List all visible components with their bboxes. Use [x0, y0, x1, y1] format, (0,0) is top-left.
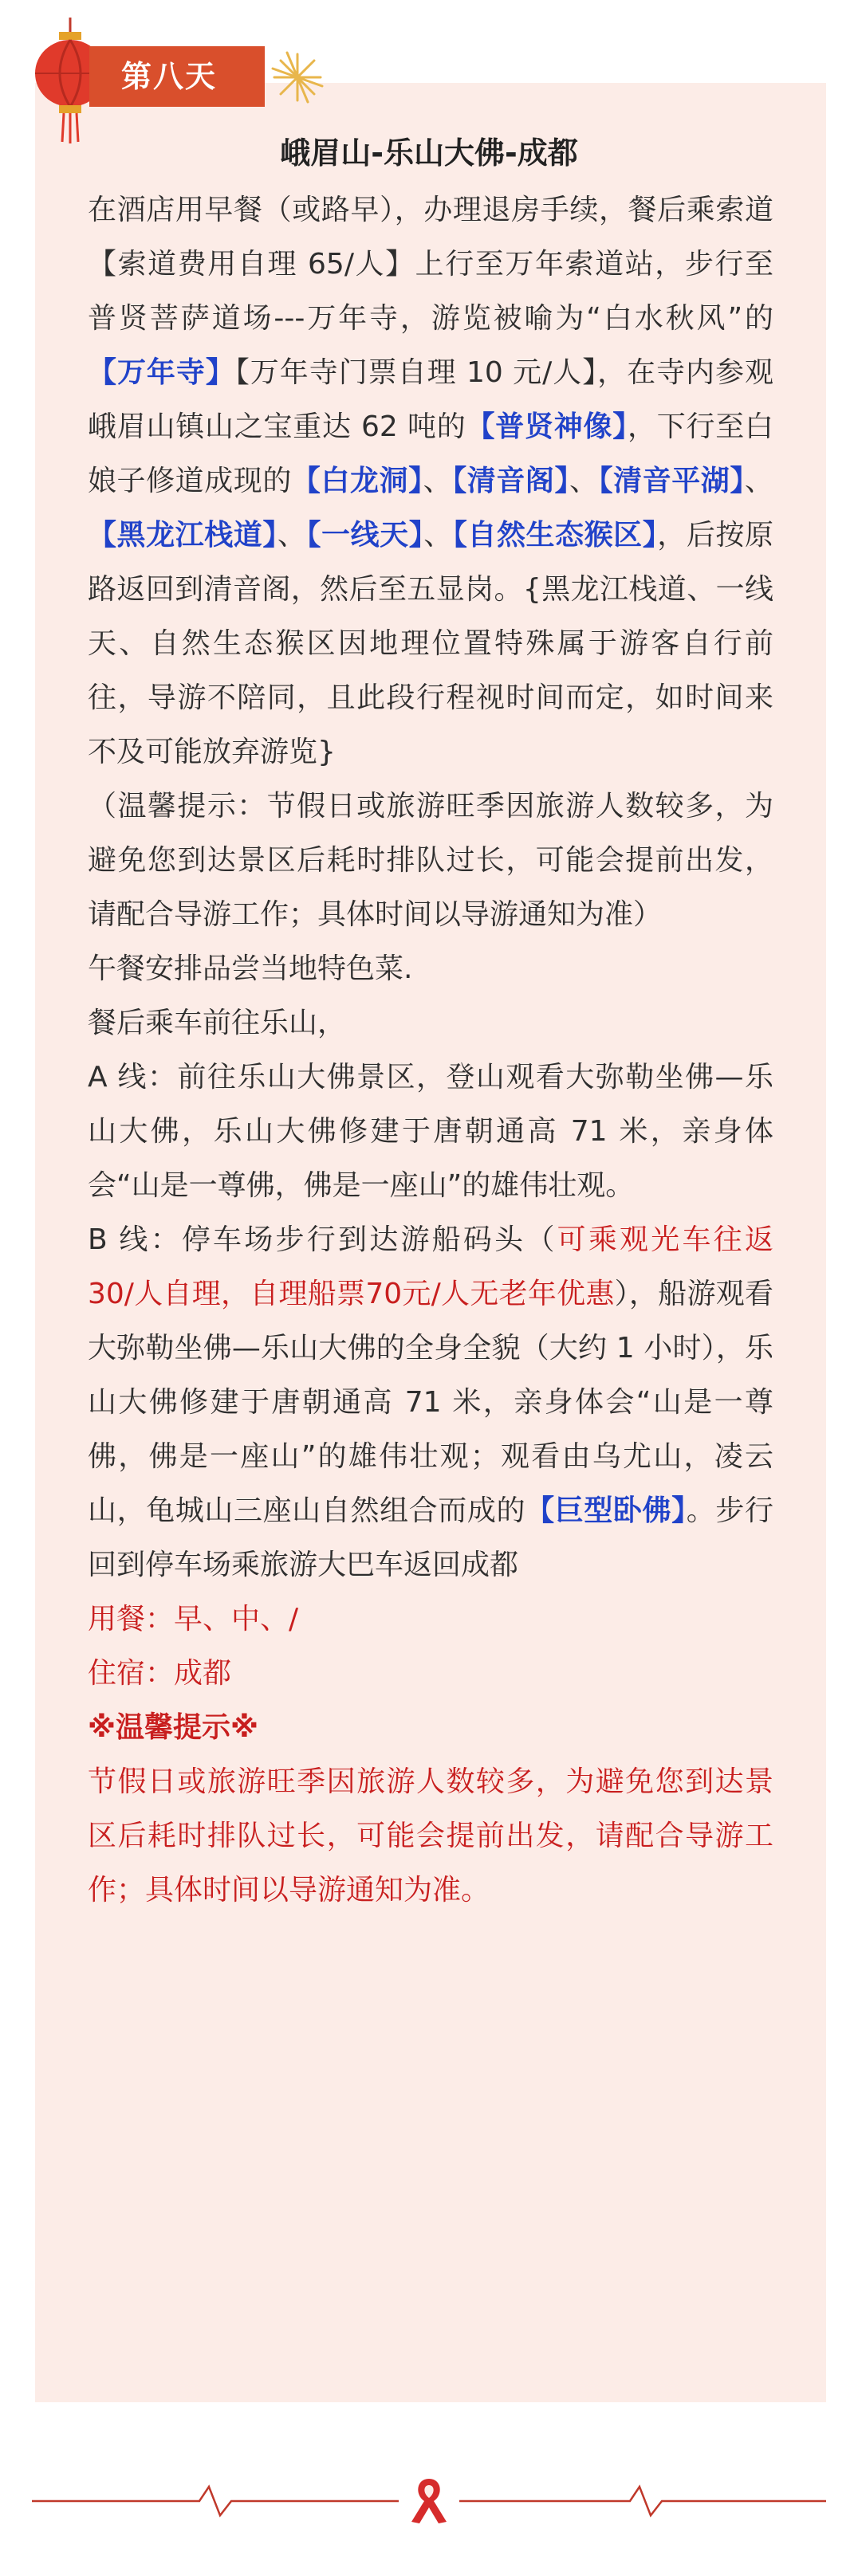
highlighted-attraction: 【黑龙江栈道】	[88, 519, 277, 552]
text-run: ，下行至白娘子修道成现的	[88, 410, 773, 497]
text-run: 、	[569, 465, 599, 497]
highlighted-attraction: 【普贤神像】	[466, 410, 628, 443]
lodging-info: 住宿：成都	[88, 1657, 232, 1690]
text-run: 【万年寺门票自理 10 元/人】，在寺内参观峨眉山镇山之宝重达 62 吨的	[88, 356, 773, 443]
route-title: 峨眉山-乐山大佛-成都	[280, 135, 578, 171]
sparkle-icon	[270, 49, 325, 105]
route-a-description: A 线：前往乐山大佛景区，登山观看大弥勒坐佛—乐山大佛，乐山大佛修建于唐朝通高 71 米，亲身体会“山是一尊佛，佛是一座山”的雄伟壮观。	[88, 1061, 773, 1202]
fee-note: 可乘观光车往返 30/人自理，自理船票70元/人无老年优惠	[88, 1223, 773, 1310]
text-run: 、	[423, 465, 453, 497]
highlighted-attraction: 【一线天】	[306, 519, 424, 552]
route-b-description	[88, 1213, 773, 1592]
footer-divider	[0, 2471, 858, 2527]
text-run: 、	[744, 465, 773, 497]
morning-itinerary	[88, 183, 773, 779]
highlighted-attraction: 【万年寺】	[88, 356, 235, 389]
lunch-note: 午餐安排品尝当地特色菜.	[88, 952, 413, 985]
highlighted-attraction: 【巨型卧佛】	[525, 1494, 687, 1527]
text-run: 、	[277, 519, 307, 552]
highlighted-attraction: 【自然生态猴区】	[452, 519, 658, 552]
text-run: B 线：停车场步行到达游船码头（	[88, 1223, 557, 1256]
text-run: ，后按原路返回到清音阁，然后至五显岗。{黑龙江栈道、一线天、自然生态猴区因地理位置特殊属于游客自行前往，导游不陪同，且此段行程视时间而定，如时间来不及可能放弃游览}	[88, 519, 773, 768]
itinerary-content	[88, 183, 773, 1918]
highlighted-attraction: 【白龙洞】	[291, 465, 423, 497]
text-run: ），船游观看大弥勒坐佛—乐山大佛的全身全貌（大约 1 小时），乐山大佛修建于唐朝通高 71 米，亲身体会“山是一尊佛，佛是一座山”的雄伟壮观；观看由乌尤山，凌云山，龟城山三座山自然组合而成的	[88, 1278, 773, 1527]
holiday-notice: （温馨提示：节假日或旅游旺季因旅游人数较多，为避免您到达景区后耗时排队过长，可能会提前出发，请配合导游工作；具体时间以导游通知为准）	[88, 790, 773, 931]
highlighted-attraction: 【清音平湖】	[598, 465, 745, 497]
red-ribbon-icon	[411, 2479, 447, 2523]
highlighted-attraction: 【清音阁】	[452, 465, 570, 497]
tip-title: ※温馨提示※	[88, 1711, 258, 1744]
afternoon-transfer: 餐后乘车前往乐山，	[88, 1007, 347, 1039]
text-run: 、	[423, 519, 453, 552]
meals-info: 用餐：早、中、/	[88, 1603, 299, 1636]
text-run: 。步行回到停车场乘旅游大巴车返回成都	[88, 1494, 773, 1581]
text-run: 在酒店用早餐（或路早），办理退房手续，餐后乘索道【索道费用自理 65/人】上行至万年索道站，步行至普贤菩萨道场---万年寺，游览被喻为“白水秋风”的	[88, 194, 773, 335]
tip-text: 节假日或旅游旺季因旅游人数较多，为避免您到达景区后耗时排队过长，可能会提前出发，请配合导游工作；具体时间以导游通知为准。	[88, 1765, 773, 1906]
day-badge: 第八天	[89, 46, 265, 107]
